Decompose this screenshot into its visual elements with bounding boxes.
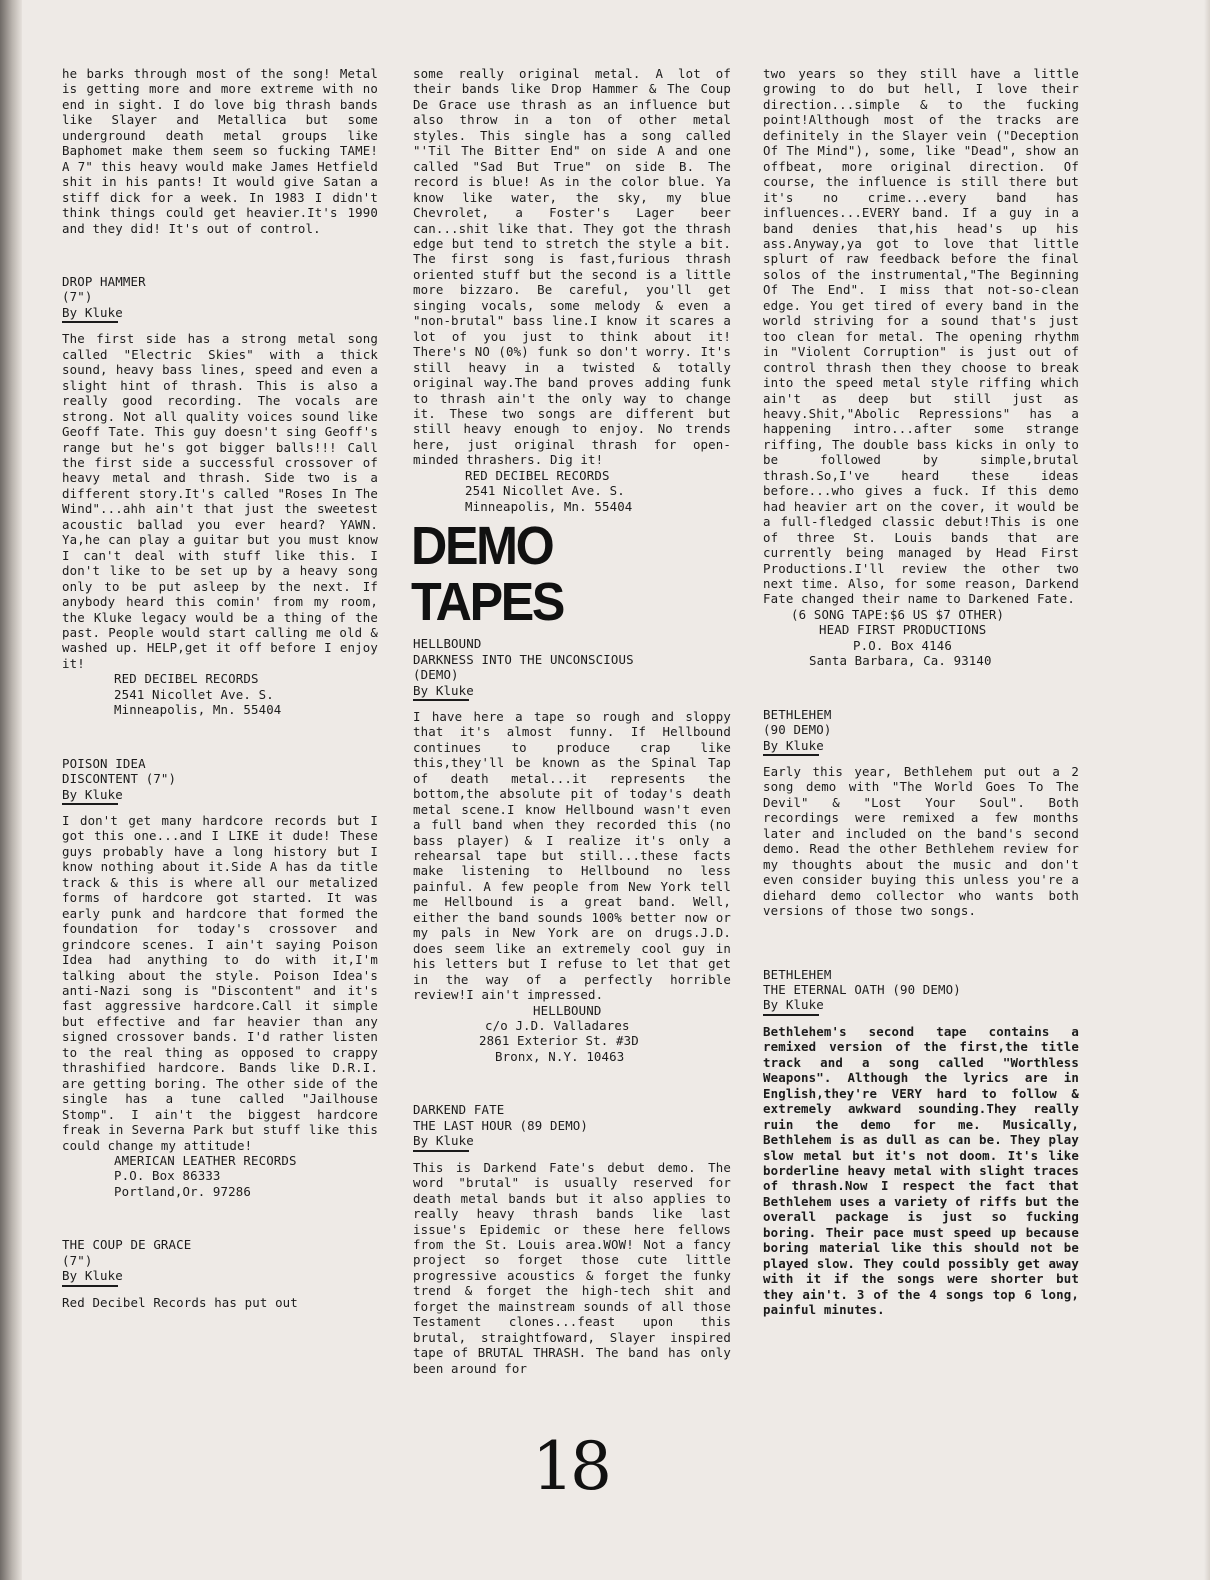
review-author: By Kluke <box>763 737 824 753</box>
label-address-line: P.O. Box 4146 <box>853 637 952 653</box>
author-underline <box>763 1014 819 1016</box>
review-body: I don't get many hardcore records but I got this one...and I LIKE it dude! These guys probably have a long history but I know nothing about it.Side A has da title track & this is where all our metalized forms of hardcore got started. It was early punk and hardcore that formed the foundation for today's crossover and grindcore scenes. I ain't saying Poison Idea had anything to do with it,I'm talking about the style. Poison Idea's anti-Nazi song is "Discontent" and it's fast aggressive hardcore.Call it simple but effective and far heavier than any signed crossover bands. I'd rather listen to the real thing as opposed to crappy thrashified hardcore. Bands like D.R.I. are getting boring. The other side of the single has a tune called "Jailhouse Stomp". I ain't the biggest hardcore freak in Severna Park but stuff like this could change my attitude! <box>62 813 378 1153</box>
label-address-line: (6 SONG TAPE:$6 US $7 OTHER) <box>791 606 1005 622</box>
author-underline <box>413 1150 469 1152</box>
review-body: I have here a tape so rough and sloppy that it's almost funny. If Hellbound continues to produce crap like this,they'll be known as the Spinal Tap of death metal...it represents the bottom,the absolute pit of today's death metal scene.I know Hellbound wasn't even a full band when they recorded this (no bass player) & I realize it's only a rehearsal tape but still...these facts make listening to Hellbound no less painful. A few people from New York tell me Hellbound is a great band. Well, either the band sounds 100% better now or my pals in New York are on drugs.J.D. does seem like an extremely cool guy in his letters but I refuse to let that get in the way of a perfectly horrible review!I ain't impressed. <box>413 708 731 1003</box>
author-underline <box>62 803 118 805</box>
review-drop-hammer <box>62 274 378 718</box>
label-address-line: 2541 Nicollet Ave. S. <box>114 686 274 702</box>
column-1 <box>62 66 378 1310</box>
label-address-line: Minneapolis, Mn. 55404 <box>465 498 633 514</box>
review-format: (DEMO) <box>413 667 459 683</box>
continued-review-text: some really original metal. A lot of their bands like Drop Hammer & The Coup De Grace use thrash as an influence but also throw in a ton of other metal styles. This single has a song called "'Til The Bitter End" on side A and one called "Sad But True" on side B. The record is blue! As in the color blue. Ya know like water, the sky, my blue Chevrolet, a Foster's Lager beer can...shit like that. They got the thrash edge but tend to stretch the style a bit. The first song is fast,furious thrash oriented stuff but the second is a little more bizzaro. Be careful, you'll get singing vocals, some melody & even a "non-brutal" bass line.I know it scares a lot of you just to think about it! There's NO (0%) funk so don't worry. It's still heavy in a twisted & totally original way.The band proves adding funk to thrash ain't the only way to change it. These two songs are different but still heavy enough to enjoy. No trends here, just original thrash for open-minded thrashers. Dig it! <box>413 66 731 468</box>
label-address-line: HELLBOUND <box>533 1002 602 1018</box>
intro-text: he barks through most of the song! Metal is getting more and more extreme with no end in sight. I do love big thrash bands like Slayer and Metallica but some underground death metal groups like Baphomet make them seem so fucking TAME! A 7" this heavy would make James Hetfield shit in his pants! It would give Satan a stiff dick for a week. In 1983 I didn't think things could get heavier.It's 1990 and they did! It's out of control. <box>62 66 378 236</box>
label-address-line: Minneapolis, Mn. 55404 <box>114 702 282 718</box>
page-number: 18 <box>532 1428 608 1505</box>
review-title: DISCONTENT (7") <box>62 771 177 787</box>
label-address-line: 2861 Exterior St. #3D <box>479 1033 639 1049</box>
review-author: By Kluke <box>62 304 123 320</box>
review-body: Early this year, Bethlehem put out a 2 song demo with "The World Goes To The Devil" & "Lost Your Soul". Both recordings were remixed a few months later and included on the band's second demo. Read the other Bethlehem review for my thoughts about the music and don't even consider buying this unless you're a diehard demo collector who wants both versions of those two songs. <box>763 764 1079 919</box>
review-body: The first side has a strong metal song called "Electric Skies" with a thick sound, heavy bass lines, speed and even a slight hint of thrash. This is also a really good recording. The vocals are strong. Not all quality voices sound like Geoff Tate. This guy doesn't sing Geoff's range but he's got bigger balls!!! Call the first side a successful crossover of heavy metal and thrash. Side two is a different story.It's called "Roses In The Wind"...ahh ain't that just the sweetest acoustic ballad you ever heard? YAWN. Ya,he can play a guitar but you must know I can't deal with stuff like this. I don't like to be set up by a heavy song only to be put asleep by the next. If anybody heard this comin' from my room, the Kluke legacy would be a thing of the past. People would start calling me old & washed up. HELP,get it off before I enjoy it! <box>62 331 378 671</box>
review-hellbound <box>413 636 731 1064</box>
label-address-line: c/o J.D. Valladares <box>485 1018 630 1034</box>
review-body: This is Darkend Fate's debut demo. The word "brutal" is usually reserved for death metal bands but it also applies to really heavy thrash bands like last issue's Epidemic or these here fellows from the St. Louis area.WOW! Not a fancy project so forget those cute little progressive acoustics & forget the funky trend & forget the high-tech shit and forget the mainstream sounds of all those Testament clones...feast upon this brutal, straightfoward, Slayer inspired tape of BRUTAL THRASH. The band has only been around for <box>413 1159 731 1376</box>
author-underline <box>62 321 118 323</box>
label-address-line: 2541 Nicollet Ave. S. <box>465 483 625 499</box>
label-address-line: Bronx, N.Y. 10463 <box>495 1048 625 1064</box>
continued-review-text: two years so they still have a little growing to do but hell, I love their direction...simple & to the fucking point!Although most of the tracks are definitely in the Slayer vein ("Deception Of The Mind"), some, like "Dead", show an offbeat, more original direction. Of course, the influence is still there but it's no crime...every band has influences...EVERY band. If a guy in a band denies that,his head's up his ass.Anyway,ya got to love that little splurt of raw feedback before the final solos of the instrumental,"The Beginning Of The End". I miss that not-so-clean edge. You get tired of every band in the world striving for a sound that's just too clean for metal. The opening rhythm in "Violent Corruption" is just out of control thrash then they choose to break into the speed metal style riffing which ain't as deep but still just as heavy.Shit,"Abolic Repressions" has a happening intro...after some strange riffing, The double bass kicks in only to be followed by simple,brutal thrash.So,I've heard these ideas before...who gives a fuck. If this demo had heavier art on the cover, it would be a full-fledged classic debut!This is one of three St. Louis bands that are currently being managed by Head First Productions.I'll review the other two next time. Also, for some reason, Darkend Fate changed their name to Darkened Fate. <box>763 66 1079 607</box>
label-address-line: Portland,Or. 97286 <box>114 1183 251 1199</box>
review-poison-idea <box>62 756 378 1200</box>
page-binding-shadow <box>0 0 22 1580</box>
review-coup-de-grace <box>62 1237 378 1310</box>
label-address-line: RED DECIBEL RECORDS <box>114 671 259 687</box>
review-format: (7") <box>62 1252 93 1268</box>
review-band: POISON IDEA <box>62 755 146 771</box>
page-edge <box>1204 0 1210 1580</box>
review-author: By Kluke <box>413 682 474 698</box>
label-address-line: AMERICAN LEATHER RECORDS <box>114 1153 297 1168</box>
review-title: DARKNESS INTO THE UNCONSCIOUS <box>413 651 634 667</box>
section-title-demo-tapes: DEMO TAPES <box>411 516 564 633</box>
author-underline <box>413 699 469 701</box>
label-address-line: P.O. Box 86333 <box>114 1168 221 1184</box>
review-darkend-fate <box>413 1102 731 1376</box>
review-band: BETHLEHEM <box>763 966 832 982</box>
review-band: THE COUP DE GRACE <box>62 1237 192 1253</box>
review-band: HELLBOUND <box>413 636 482 652</box>
label-address-line: Santa Barbara, Ca. 93140 <box>809 653 992 669</box>
review-author: By Kluke <box>763 997 824 1013</box>
review-bethlehem-eternal-oath <box>763 967 1079 1318</box>
review-title: THE ETERNAL OATH (90 DEMO) <box>763 982 961 998</box>
review-band: DROP HAMMER <box>62 273 146 289</box>
review-band: BETHLEHEM <box>763 706 832 722</box>
review-body: Bethlehem's second tape contains a remixed version of the first,the title track and a song called "Worthless Weapons". Although the lyrics are in English,they're VERY hard to follow & extremely awkward sounding.They really ruin the demo for me. Musically, Bethlehem is as dull as can be. They play slow metal but it's not doom. It's like borderline heavy metal with slight traces of thrash.Now I respect the fact that Bethlehem uses a variety of riffs but the overall package is just so fucking boring. Their pace must speed up because boring material like this should not be played slow. They could possibly get away with it if the songs were shorter but they ain't. 3 of the 4 songs top 6 long, painful minutes. <box>763 1023 1079 1318</box>
label-address-line: RED DECIBEL RECORDS <box>465 467 610 483</box>
review-title: THE LAST HOUR (89 DEMO) <box>413 1117 589 1133</box>
review-format: (90 DEMO) <box>763 722 832 738</box>
author-underline <box>62 1285 118 1287</box>
review-format: (7") <box>62 289 93 305</box>
review-author: By Kluke <box>62 786 123 802</box>
review-body: Red Decibel Records has put out <box>62 1294 298 1310</box>
review-band: DARKEND FATE <box>413 1102 505 1118</box>
label-address-line: HEAD FIRST PRODUCTIONS <box>819 622 987 638</box>
review-bethlehem-demo <box>763 707 1079 919</box>
author-underline <box>763 754 819 756</box>
column-3 <box>763 66 1079 1318</box>
review-author: By Kluke <box>413 1133 474 1149</box>
column-2 <box>413 66 731 1376</box>
review-author: By Kluke <box>62 1268 123 1284</box>
